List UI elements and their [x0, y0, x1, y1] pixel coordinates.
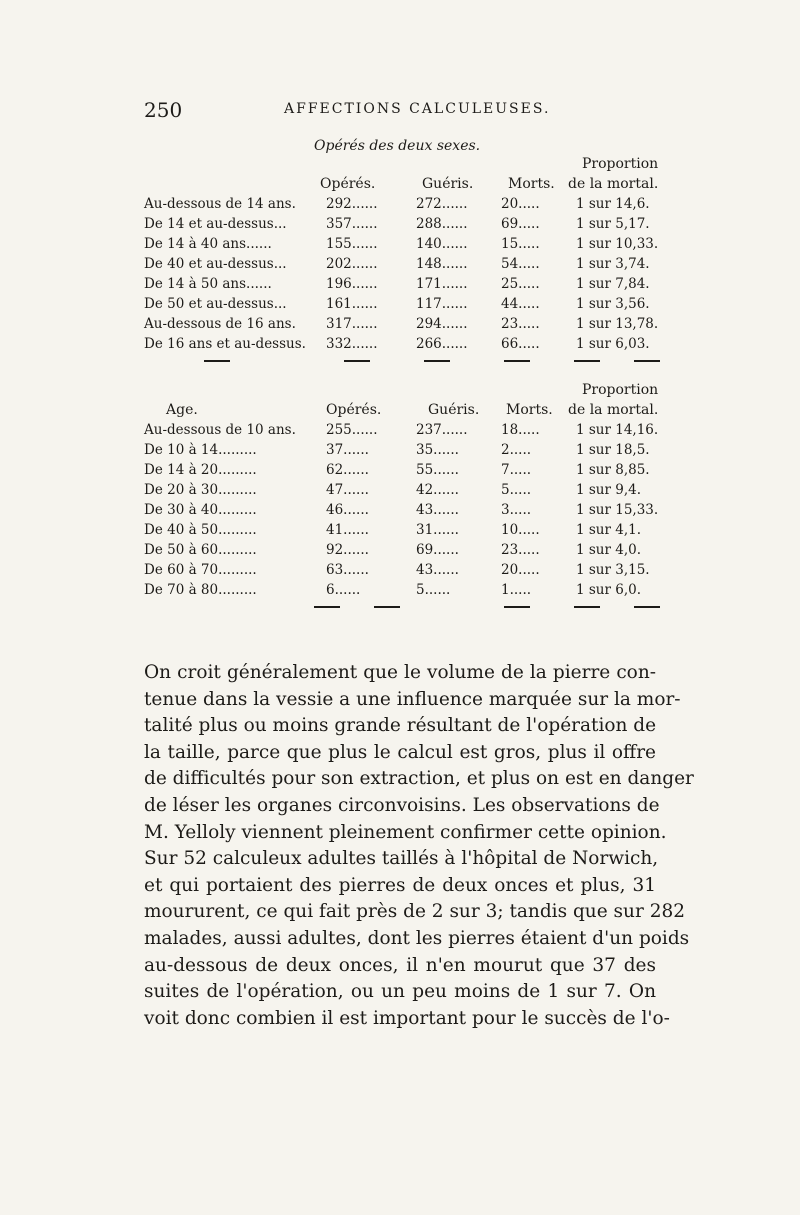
table-row	[144, 294, 664, 314]
table-row	[144, 440, 664, 460]
text-line: et qui portaient des pierres de deux onces et plus, 31	[144, 874, 656, 896]
cell-gueris: 43......	[416, 502, 459, 518]
header-gueris: Guéris.	[422, 176, 474, 192]
cell-proportion: 1 sur 5,17.	[576, 216, 650, 232]
cell-morts: 69.....	[501, 216, 540, 232]
cell-gueris: 35......	[416, 442, 459, 458]
cell-morts: 7.....	[501, 462, 532, 478]
cell-operes: 46......	[326, 502, 369, 518]
table-header-row	[144, 174, 664, 194]
cell-morts: 5.....	[501, 482, 532, 498]
cell-gueris: 140......	[416, 236, 468, 252]
cell-proportion: 1 sur 6,0.	[576, 582, 642, 598]
text-line: malades, aussi adultes, dont les pierres étaient d'un poids	[144, 927, 690, 949]
header-proportion: Proportion	[582, 382, 659, 398]
row-label: De 16 ans et au-dessus.	[144, 336, 306, 352]
table-rule	[144, 600, 664, 616]
cell-gueris: 42......	[416, 482, 459, 498]
dash	[314, 606, 340, 608]
cell-proportion: 1 sur 13,78.	[576, 316, 659, 332]
table-row	[144, 254, 664, 274]
cell-proportion: 1 sur 8,85.	[576, 462, 650, 478]
cell-morts: 20.....	[501, 196, 540, 212]
cell-gueris: 266......	[416, 336, 468, 352]
cell-operes: 255......	[326, 422, 378, 438]
cell-gueris: 55......	[416, 462, 459, 478]
header-gueris: Guéris.	[428, 402, 480, 418]
dash	[634, 360, 660, 362]
header-proportion-sub: de la mortal.	[568, 176, 659, 192]
table-row	[144, 420, 664, 440]
row-label: De 10 à 14.........	[144, 442, 257, 458]
row-label: Au-dessous de 10 ans.	[144, 422, 296, 438]
cell-operes: 196......	[326, 276, 378, 292]
table-row	[144, 460, 664, 480]
text-line: de léser les organes circonvoisins. Les observations de	[144, 794, 660, 816]
cell-morts: 1.....	[501, 582, 532, 598]
row-label: De 60 à 70.........	[144, 562, 257, 578]
cell-morts: 15.....	[501, 236, 540, 252]
table-row	[144, 274, 664, 294]
table-caption-row	[144, 136, 664, 154]
dash	[374, 606, 400, 608]
header-proportion: Proportion	[582, 156, 659, 172]
cell-gueris: 69......	[416, 542, 459, 558]
cell-morts: 44.....	[501, 296, 540, 312]
cell-morts: 2.....	[501, 442, 532, 458]
cell-morts: 66.....	[501, 336, 540, 352]
cell-proportion: 1 sur 6,03.	[576, 336, 650, 352]
text-line: On croit généralement que le volume de la pierre con-	[144, 662, 656, 683]
row-label: De 14 à 40 ans......	[144, 236, 272, 252]
cell-proportion: 1 sur 14,6.	[576, 196, 650, 212]
running-head	[144, 98, 664, 122]
cell-proportion: 1 sur 3,74.	[576, 256, 650, 272]
cell-operes: 161......	[326, 296, 378, 312]
table-row	[144, 520, 664, 540]
cell-gueris: 288......	[416, 216, 468, 232]
text-line: Sur 52 calculeux adultes taillés à l'hôpital de Norwich,	[144, 848, 659, 870]
row-label: De 30 à 40.........	[144, 502, 257, 518]
dash	[344, 360, 370, 362]
table-row	[144, 580, 664, 600]
cell-proportion: 1 sur 4,1.	[576, 522, 642, 538]
dash	[634, 606, 660, 608]
cell-proportion: 1 sur 15,33.	[576, 502, 659, 518]
text-line: la taille, parce que plus le calcul est gros, plus il offre	[144, 741, 656, 763]
cell-gueris: 272......	[416, 196, 468, 212]
header-proportion-sub: de la mortal.	[568, 402, 659, 418]
row-label: De 40 à 50.........	[144, 522, 257, 538]
cell-gueris: 31......	[416, 522, 459, 538]
text-line: au-dessous de deux onces, il n'en mourut que 37 des	[144, 954, 656, 976]
text-line: tenue dans la vessie a une influence marquée sur la mor-	[144, 688, 681, 710]
dash	[574, 606, 600, 608]
cell-operes: 92......	[326, 542, 369, 558]
cell-operes: 202......	[326, 256, 378, 272]
row-label: De 70 à 80.........	[144, 582, 257, 598]
table-both-sexes	[144, 136, 664, 370]
cell-operes: 357......	[326, 216, 378, 232]
table-header-row	[144, 400, 664, 420]
cell-operes: 6......	[326, 582, 361, 598]
text-line: voit donc combien il est important pour le succès de l'o-	[144, 1007, 670, 1029]
cell-operes: 155......	[326, 236, 378, 252]
dash	[574, 360, 600, 362]
cell-morts: 10.....	[501, 522, 540, 538]
table-row	[144, 480, 664, 500]
cell-gueris: 148......	[416, 256, 468, 272]
cell-operes: 41......	[326, 522, 369, 538]
cell-morts: 23.....	[501, 542, 540, 558]
header-morts: Morts.	[506, 402, 553, 418]
row-label: De 50 et au-dessus...	[144, 296, 287, 312]
row-label: De 14 à 20.........	[144, 462, 257, 478]
cell-gueris: 117......	[416, 296, 468, 312]
text-line: moururent, ce qui fait près de 2 sur 3; tandis que sur 282	[144, 901, 685, 923]
table-row	[144, 314, 664, 334]
row-label: De 40 et au-dessus...	[144, 256, 287, 272]
cell-gueris: 171......	[416, 276, 468, 292]
header-age: Age.	[166, 402, 198, 418]
body-paragraph	[144, 660, 694, 1032]
cell-operes: 47......	[326, 482, 369, 498]
cell-proportion: 1 sur 10,33.	[576, 236, 659, 252]
cell-proportion: 1 sur 3,56.	[576, 296, 650, 312]
cell-gueris: 43......	[416, 562, 459, 578]
table-row	[144, 234, 664, 254]
dash	[204, 360, 230, 362]
row-label: Au-dessous de 14 ans.	[144, 196, 296, 212]
cell-operes: 37......	[326, 442, 369, 458]
table-rule	[144, 354, 664, 370]
cell-morts: 25.....	[501, 276, 540, 292]
cell-operes: 63......	[326, 562, 369, 578]
text-line: suites de l'opération, ou un peu moins de 1 sur 7. On	[144, 981, 656, 1003]
row-label: Au-dessous de 16 ans.	[144, 316, 296, 332]
header-operes: Opérés.	[320, 176, 376, 192]
table-body	[144, 420, 664, 600]
row-label: De 50 à 60.........	[144, 542, 257, 558]
cell-operes: 317......	[326, 316, 378, 332]
table-row	[144, 194, 664, 214]
cell-morts: 23.....	[501, 316, 540, 332]
cell-operes: 292......	[326, 196, 378, 212]
row-label: De 14 et au-dessus...	[144, 216, 287, 232]
cell-proportion: 1 sur 9,4.	[576, 482, 642, 498]
header-operes: Opérés.	[326, 402, 382, 418]
cell-proportion: 1 sur 7,84.	[576, 276, 650, 292]
cell-morts: 3.....	[501, 502, 532, 518]
header-morts: Morts.	[508, 176, 555, 192]
cell-operes: 62......	[326, 462, 369, 478]
dash	[424, 360, 450, 362]
table-body	[144, 194, 664, 354]
table-row	[144, 500, 664, 520]
cell-morts: 20.....	[501, 562, 540, 578]
cell-gueris: 294......	[416, 316, 468, 332]
dash	[504, 606, 530, 608]
table-row	[144, 560, 664, 580]
row-label: De 20 à 30.........	[144, 482, 257, 498]
cell-proportion: 1 sur 4,0.	[576, 542, 642, 558]
cell-proportion: 1 sur 14,16.	[576, 422, 659, 438]
table-by-age	[144, 380, 664, 616]
page-number: 250	[144, 98, 183, 122]
cell-morts: 54.....	[501, 256, 540, 272]
running-title: AFFECTIONS CALCULEUSES.	[284, 101, 551, 117]
table-row	[144, 334, 664, 354]
cell-proportion: 1 sur 18,5.	[576, 442, 650, 458]
table-row	[144, 214, 664, 234]
table-row	[144, 540, 664, 560]
cell-gueris: 5......	[416, 582, 451, 598]
text-line: de difficultés pour son extraction, et plus on est en danger	[144, 768, 694, 790]
table-header-row	[144, 154, 664, 174]
row-label: De 14 à 50 ans......	[144, 276, 272, 292]
table-header-row	[144, 380, 664, 400]
table-caption: Opérés des deux sexes.	[314, 138, 481, 154]
text-line: M. Yelloly viennent pleinement confirmer cette opinion.	[144, 821, 667, 843]
dash	[504, 360, 530, 362]
text-line: talité plus ou moins grande résultant de l'opération de	[144, 715, 657, 737]
cell-operes: 332......	[326, 336, 378, 352]
cell-proportion: 1 sur 3,15.	[576, 562, 650, 578]
cell-morts: 18.....	[501, 422, 540, 438]
cell-gueris: 237......	[416, 422, 468, 438]
